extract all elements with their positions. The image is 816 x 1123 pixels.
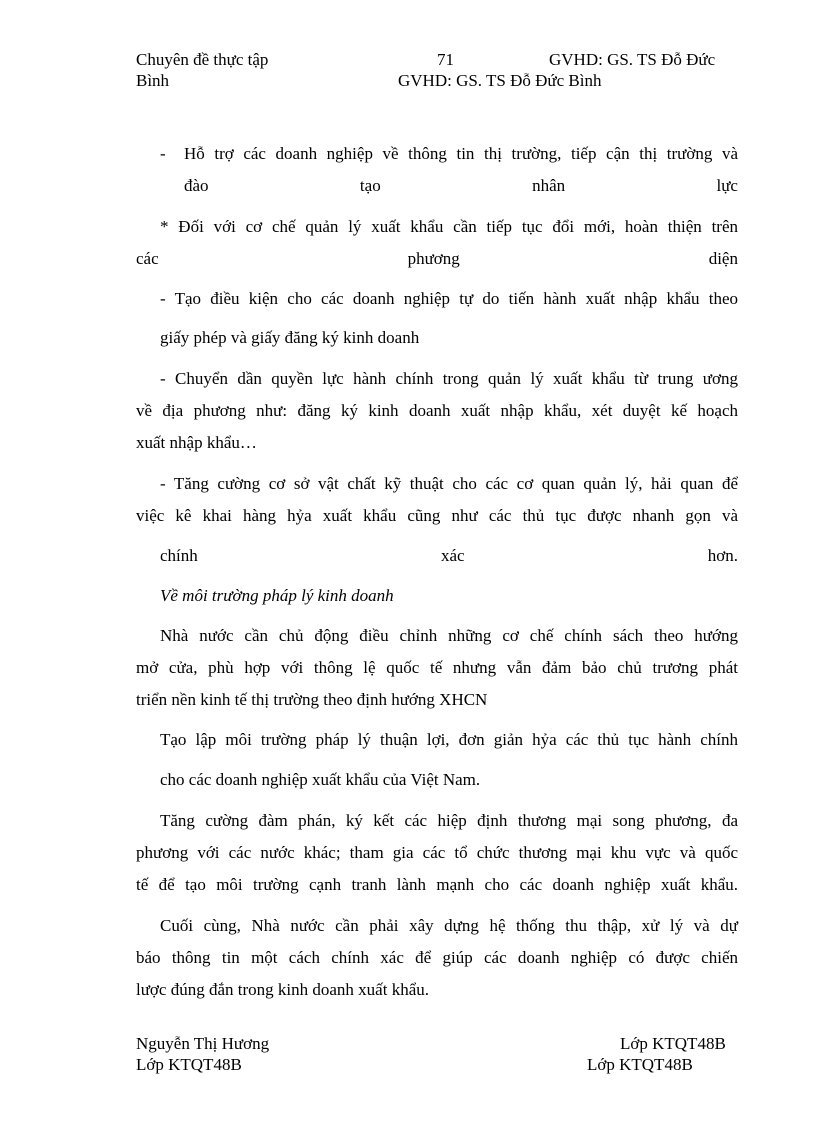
- footer-class-right: Lớp KTQT48B: [620, 1034, 726, 1053]
- bullet-dash: -: [160, 144, 166, 163]
- paragraph-5-line-1: - Tăng cường cơ sở vật chất kỹ thuật cho các cơ quan quản lý, hải quan để: [160, 474, 738, 493]
- paragraph-6-line-2: mở cửa, phù hợp với thông lệ quốc tế nhưng vẫn đảm bảo chủ trương phát: [136, 658, 738, 677]
- paragraph-7-line-2: cho các doanh nghiệp xuất khẩu của Việt Nam.: [160, 770, 481, 789]
- paragraph-8-line-1: Tăng cường đàm phán, ký kết các hiệp định thương mại song phương, đa: [160, 811, 738, 830]
- word: phương: [407, 249, 460, 268]
- header-course: Chuyên đề thực tập: [136, 50, 269, 69]
- paragraph-3-line-2: giấy phép và giấy đăng ký kinh doanh: [160, 328, 420, 347]
- paragraph-6-line-1: Nhà nước cần chủ động điều chỉnh những cơ chế chính sách theo hướng: [160, 626, 738, 645]
- paragraph-1-line-1: Hỗ trợ các doanh nghiệp về thông tin thị trường, tiếp cận thị trường và: [184, 144, 738, 163]
- paragraph-4-line-2: về địa phương như: đăng ký kinh doanh xuất nhập khẩu, xét duyệt kế hoạch: [136, 401, 738, 420]
- header-advisor: GVHD: GS. TS Đỗ Đức: [549, 50, 716, 69]
- header-advisor-repeat: GVHD: GS. TS Đỗ Đức Bình: [398, 71, 602, 90]
- paragraph-3-line-1: - Tạo điều kiện cho các doanh nghiệp tự do tiến hành xuất nhập khẩu theo: [160, 289, 738, 308]
- footer-class-repeat: Lớp KTQT48B: [587, 1055, 693, 1074]
- paragraph-8-line-3: tế để tạo môi trường cạnh tranh lành mạnh cho các doanh nghiệp xuất khẩu.: [136, 875, 738, 894]
- word: hơn.: [707, 546, 738, 565]
- word: tạo: [359, 176, 381, 195]
- paragraph-1-line-2: [184, 170, 738, 202]
- footer-class-left: Lớp KTQT48B: [136, 1055, 242, 1074]
- word: đào: [184, 176, 209, 195]
- paragraph-9-line-2: báo thông tin một cách chính xác để giúp các doanh nghiệp có được chiến: [136, 948, 738, 967]
- paragraph-6-line-3: triển nền kinh tế thị trường theo định hướng XHCN: [136, 690, 488, 709]
- paragraph-4-line-3: xuất nhập khẩu…: [136, 433, 257, 452]
- word: xác: [440, 546, 465, 565]
- word: diện: [708, 249, 738, 268]
- word: lực: [716, 176, 738, 195]
- paragraph-4-line-1: - Chuyển dần quyền lực hành chính trong quản lý xuất khẩu từ trung ương: [160, 369, 738, 388]
- section-heading: Về môi trường pháp lý kinh doanh: [160, 586, 394, 605]
- paragraph-5-line-3: [160, 540, 738, 572]
- page-number: 71: [437, 50, 454, 69]
- paragraph-2-line-1: * Đối với cơ chế quản lý xuất khẩu cần tiếp tục đổi mới, hoàn thiện trên: [160, 217, 738, 236]
- paragraph-5-line-2: việc kê khai hàng hỷa xuất khẩu cũng như các thủ tục được nhanh gọn và: [136, 506, 738, 525]
- header-advisor-cont: Bình: [136, 71, 170, 90]
- word: nhân: [532, 176, 566, 195]
- paragraph-9-line-1: Cuối cùng, Nhà nước cần phải xây dựng hệ thống thu thập, xử lý và dự: [160, 916, 738, 935]
- paragraph-8-line-2: phương với các nước khác; tham gia các tổ chức thương mại khu vực và quốc: [136, 843, 738, 862]
- paragraph-9-line-3: lược đúng đắn trong kinh doanh xuất khẩu.: [136, 980, 429, 999]
- paragraph-2-line-2: [136, 243, 738, 275]
- paragraph-7-line-1: Tạo lập môi trường pháp lý thuận lợi, đơn giản hỷa các thủ tục hành chính: [160, 730, 738, 749]
- word: chính: [160, 546, 198, 565]
- word: các: [136, 249, 159, 268]
- footer-author: Nguyễn Thị Hương: [136, 1034, 270, 1053]
